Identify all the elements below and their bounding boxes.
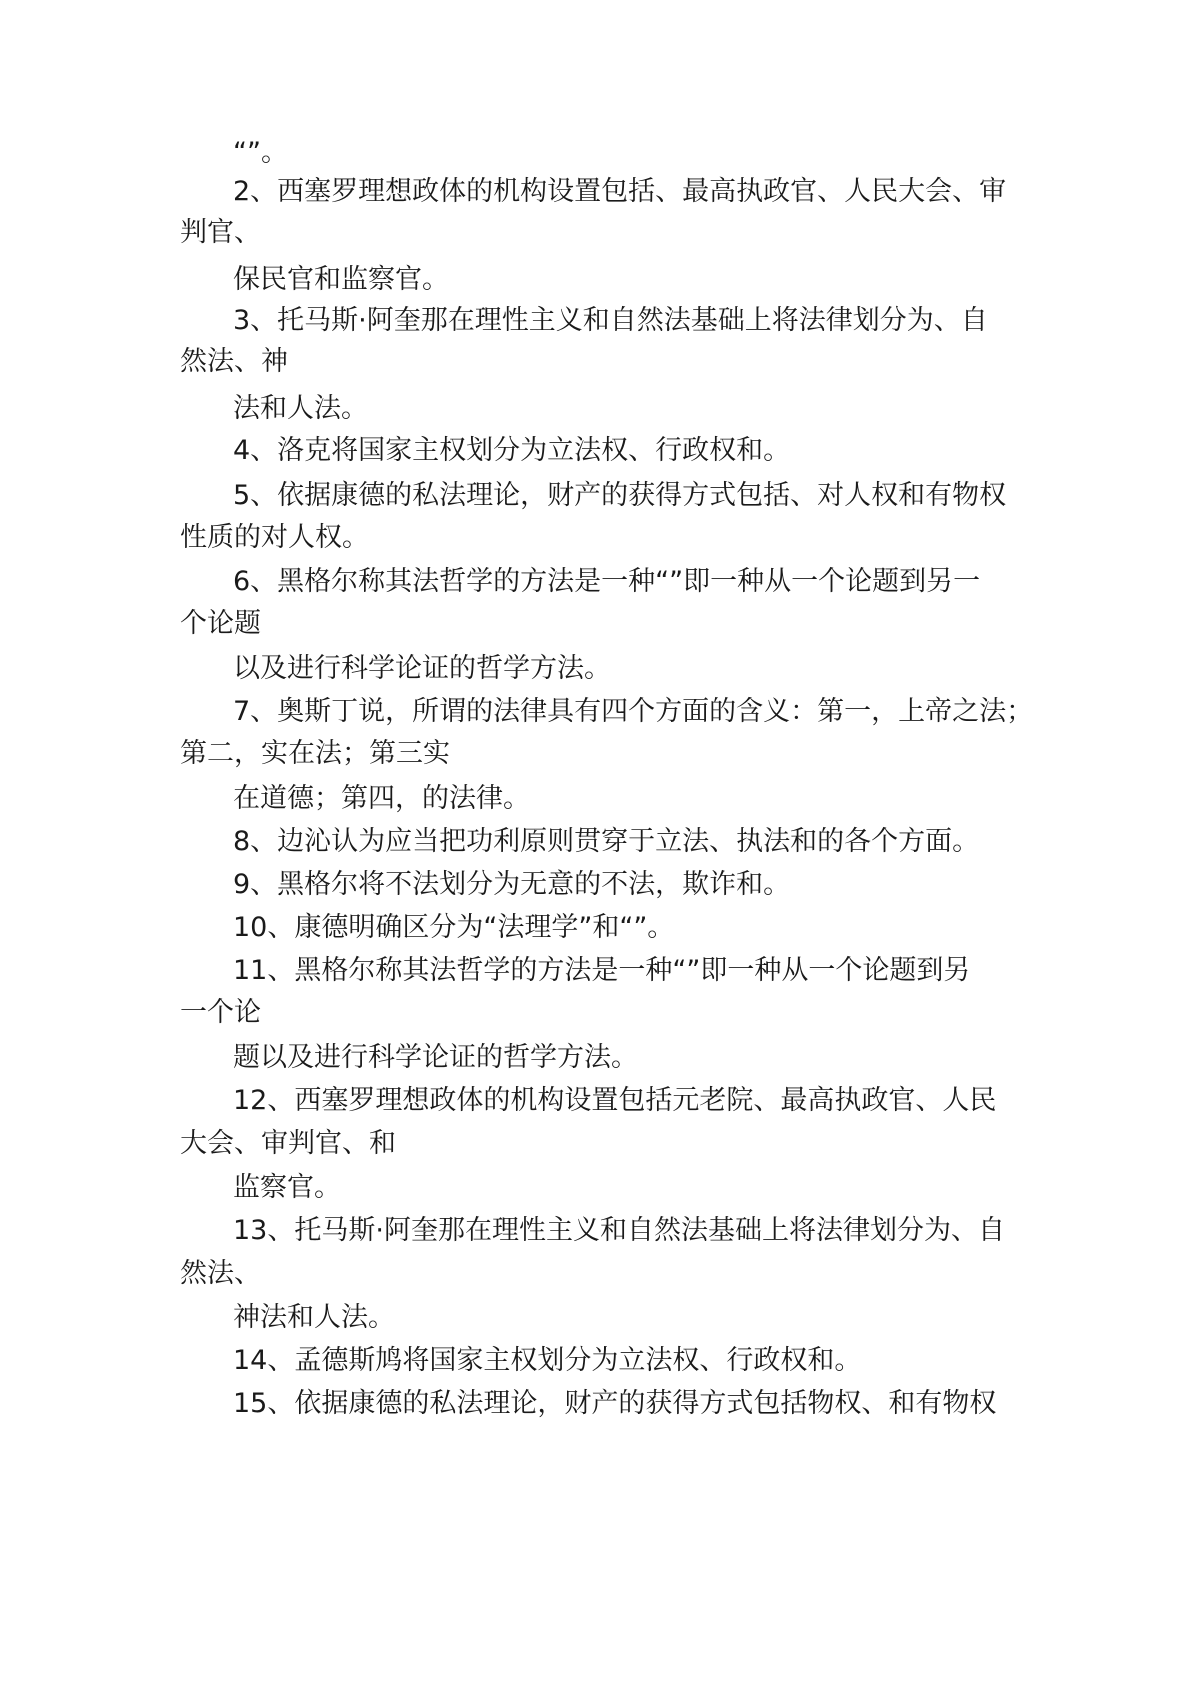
text-line: 大会、审判官、和 — [180, 1128, 396, 1159]
text-line: 10、康德明确区分为“法理学”和“”。 — [233, 912, 675, 943]
text-line: “”。 — [233, 137, 288, 168]
text-line: 11、黑格尔称其法哲学的方法是一种“”即一种从一个论题到另 — [233, 955, 971, 986]
text-line: 8、边沁认为应当把功利原则贯穿于立法、执法和的各个方面。 — [233, 826, 980, 857]
text-line: 13、托马斯·阿奎那在理性主义和自然法基础上将法律划分为、自 — [233, 1215, 1005, 1246]
text-line: 第二，实在法；第三实 — [180, 738, 450, 769]
text-line: 5、依据康德的私法理论，财产的获得方式包括、对人权和有物权 — [233, 480, 1007, 511]
text-line: 然法、神 — [180, 346, 288, 377]
text-line: 神法和人法。 — [233, 1302, 395, 1333]
text-line: 在道德；第四，的法律。 — [233, 783, 530, 814]
text-line: 以及进行科学论证的哲学方法。 — [233, 653, 611, 684]
text-line: 6、黑格尔称其法哲学的方法是一种“”即一种从一个论题到另一 — [233, 566, 981, 597]
text-line: 题以及进行科学论证的哲学方法。 — [233, 1042, 638, 1073]
text-line: 性质的对人权。 — [180, 522, 369, 553]
text-line: 14、孟德斯鸠将国家主权划分为立法权、行政权和。 — [233, 1345, 862, 1376]
text-line: 法和人法。 — [233, 393, 368, 424]
text-line: 然法、 — [180, 1258, 261, 1289]
text-line: 判官、 — [180, 217, 261, 248]
text-line: 15、依据康德的私法理论，财产的获得方式包括物权、和有物权 — [233, 1388, 997, 1419]
text-line: 12、西塞罗理想政体的机构设置包括元老院、最高执政官、人民 — [233, 1085, 997, 1116]
text-line: 保民官和监察官。 — [233, 264, 449, 295]
text-line: 9、黑格尔将不法划分为无意的不法，欺诈和。 — [233, 869, 791, 900]
text-line: 个论题 — [180, 608, 261, 639]
text-line: 2、西塞罗理想政体的机构设置包括、最高执政官、人民大会、审 — [233, 176, 1007, 207]
text-line: 监察官。 — [233, 1172, 341, 1203]
text-line: 7、奥斯丁说，所谓的法律具有四个方面的含义：第一，上帝之法； — [233, 696, 1034, 727]
text-line: 3、托马斯·阿奎那在理性主义和自然法基础上将法律划分为、自 — [233, 305, 988, 336]
text-line: 4、洛克将国家主权划分为立法权、行政权和。 — [233, 435, 791, 466]
text-line: 一个论 — [180, 997, 261, 1028]
